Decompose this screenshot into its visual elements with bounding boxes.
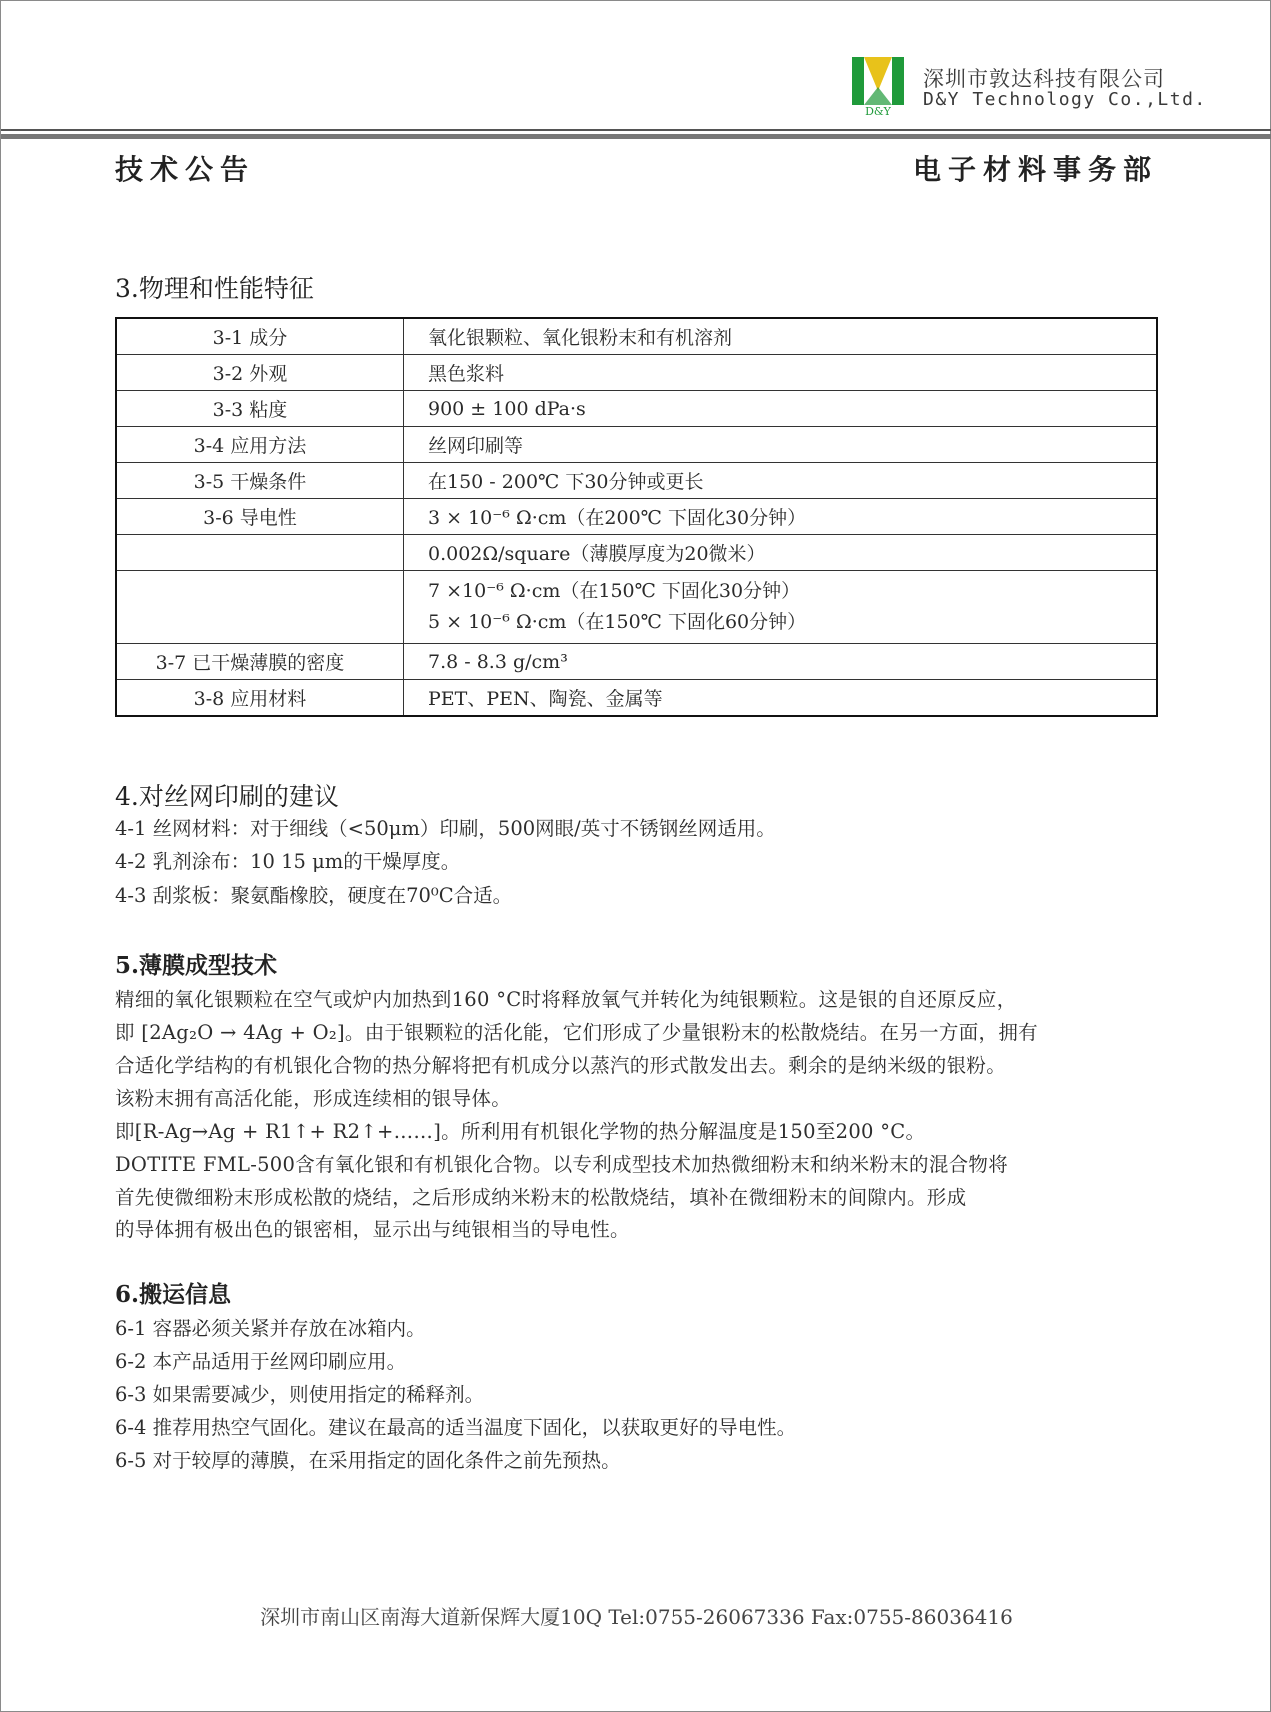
paragraph-line: 精细的氧化银颗粒在空气或炉内加热到160 °C时将释放氧气并转化为纯银颗粒。这是银的自还原反应， xyxy=(115,988,1017,1011)
list-item: 4-3 刮浆板：聚氨酯橡胶，硬度在70⁰C合适。 xyxy=(115,884,513,907)
table-row xyxy=(116,571,1157,644)
logo-text: D&Y xyxy=(865,105,891,117)
list-item: 6-4 推荐用热空气固化。建议在最高的适当温度下固化，以获取更好的导电性。 xyxy=(115,1416,797,1439)
list-item: 6-5 对于较厚的薄膜，在采用指定的固化条件之前先预热。 xyxy=(115,1449,621,1472)
property-value: 0.002Ω/square（薄膜厚度为20微米） xyxy=(404,535,1158,571)
property-value: PET、PEN、陶瓷、金属等 xyxy=(404,680,1158,717)
table-row xyxy=(116,644,1157,680)
property-key xyxy=(116,535,404,571)
paragraph-line: 即 [2Ag₂O → 4Ag + O₂]。由于银颗粒的活化能，它们形成了少量银粉末的松散烧结。在另一方面，拥有 xyxy=(115,1021,1038,1044)
paragraph-line: 合适化学结构的有机银化合物的热分解将把有机成分以蒸汽的形式散发出去。剩余的是纳米级的银粉。 xyxy=(115,1054,1007,1077)
doc-type-heading: 技术公告 xyxy=(115,153,256,186)
property-key: 3-1 成分 xyxy=(116,318,404,355)
department-heading: 电子材料事务部 xyxy=(912,153,1158,186)
header-rule xyxy=(1,129,1271,131)
table-row xyxy=(116,535,1157,571)
property-value: 7.8 - 8.3 g/cm³ xyxy=(404,644,1158,680)
list-item: 4-1 丝网材料：对于细线（<50μm）印刷，500网眼/英寸不锈钢丝网适用。 xyxy=(115,817,776,840)
list-item: 6-3 如果需要减少，则使用指定的稀释剂。 xyxy=(115,1383,485,1406)
company-name-cn: 深圳市敦达科技有限公司 xyxy=(923,67,1165,91)
property-key: 3-8 应用材料 xyxy=(116,680,404,717)
property-value: 3 × 10⁻⁶ Ω·cm（在200℃ 下固化30分钟） xyxy=(404,499,1158,535)
paragraph-line: 的导体拥有极出色的银密相，显示出与纯银相当的导电性。 xyxy=(115,1218,630,1241)
list-item: 6-2 本产品适用于丝网印刷应用。 xyxy=(115,1350,407,1373)
company-logo xyxy=(852,57,904,117)
list-item: 4-2 乳剂涂布：10 15 μm的干燥厚度。 xyxy=(115,850,461,873)
section-3-title: 3.物理和性能特征 xyxy=(115,274,314,303)
property-key: 3-3 粘度 xyxy=(116,391,404,427)
table-row xyxy=(116,391,1157,427)
property-value: 900 ± 100 dPa·s xyxy=(404,391,1158,427)
section-4-title: 4.对丝网印刷的建议 xyxy=(115,782,339,811)
property-value: 黑色浆料 xyxy=(404,355,1158,391)
property-value: 氧化银颗粒、氧化银粉末和有机溶剂 xyxy=(404,318,1158,355)
property-key: 3-5 干燥条件 xyxy=(116,463,404,499)
paragraph-line: DOTITE FML-500含有氧化银和有机银化合物。以专利成型技术加热微细粉末和纳米粉末的混合物将 xyxy=(115,1153,1009,1176)
section-5-title: 5.薄膜成型技术 xyxy=(115,952,278,979)
table-row xyxy=(116,680,1157,717)
section-6-title: 6.搬运信息 xyxy=(115,1281,232,1308)
property-value xyxy=(404,571,1158,644)
property-value: 丝网印刷等 xyxy=(404,427,1158,463)
property-key: 3-7 已干燥薄膜的密度 xyxy=(116,644,404,680)
company-name-en: D&Y Technology Co.,Ltd. xyxy=(923,89,1207,110)
table-row xyxy=(116,463,1157,499)
property-key: 3-2 外观 xyxy=(116,355,404,391)
header-rule-thick xyxy=(1,134,1271,139)
property-key: 3-6 导电性 xyxy=(116,499,404,535)
footer-address: 深圳市南山区南海大道新保辉大厦10Q Tel:0755-26067336 Fax:0755-86036416 xyxy=(260,1605,1013,1629)
table-row xyxy=(116,355,1157,391)
property-key xyxy=(116,571,404,644)
property-value-line: 5 × 10⁻⁶ Ω·cm（在150℃ 下固化60分钟） xyxy=(428,611,807,633)
list-item: 6-1 容器必须关紧并存放在冰箱内。 xyxy=(115,1317,426,1340)
property-value: 在150 - 200℃ 下30分钟或更长 xyxy=(404,463,1158,499)
properties-table xyxy=(115,317,1158,717)
paragraph-line: 即[R-Ag→Ag + R1↑+ R2↑+……]。所利用有机银化学物的热分解温度是150至200 °C。 xyxy=(115,1120,926,1143)
table-row xyxy=(116,499,1157,535)
paragraph-line: 首先使微细粉末形成松散的烧结，之后形成纳米粉末的松散烧结，填补在微细粉末的间隙内。形成 xyxy=(115,1186,967,1209)
table-row xyxy=(116,318,1157,355)
property-value-line: 7 ×10⁻⁶ Ω·cm（在150℃ 下固化30分钟） xyxy=(428,580,801,602)
paragraph-line: 该粉末拥有高活化能，形成连续相的银导体。 xyxy=(115,1087,512,1110)
table-row xyxy=(116,427,1157,463)
property-key: 3-4 应用方法 xyxy=(116,427,404,463)
